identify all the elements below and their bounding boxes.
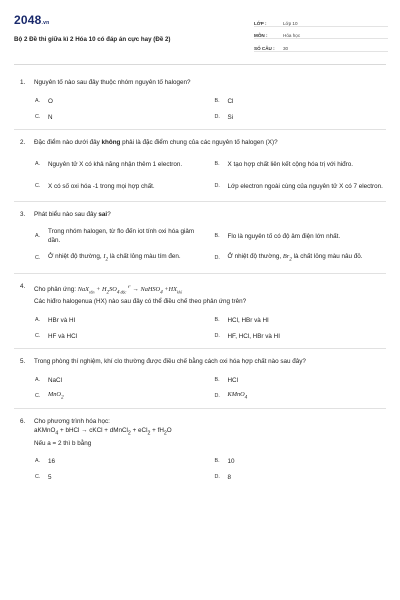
option-text: NaCl [48,376,62,384]
option-d[interactable] [215,470,387,486]
option-a[interactable] [35,454,207,470]
option-d[interactable] [215,328,387,344]
option-letter: B. [214,160,220,167]
question-number: 2. [20,139,26,146]
meta-row-count [254,39,388,52]
meta-label: LỚP : [254,20,267,26]
option-c[interactable] [35,388,207,404]
option-letter: A. [35,160,41,167]
option-d[interactable] [215,388,387,404]
question-number: 4. [20,283,26,290]
question-text [14,138,386,147]
question-body: Cho phản ứng: $NaX_{rắn} + H_2SO_4$ $_{đặc}$ $^{t^\circ}$ → NaHSO$_4$ $+HX_{khí}$ Các hiđro halogenua (HX) nào sau đây có thể điều chế theo phản ứng trên? [34,284,247,306]
option-b[interactable] [215,372,387,388]
question-number: 3. [20,211,26,218]
question-body: Phát biểu nào sau đây sai? [34,211,111,218]
question-list [0,78,400,498]
option-text: HCl [227,376,238,384]
option-letter: D. [214,182,220,189]
option-letter: B. [214,316,220,323]
option-letter: A. [35,376,41,383]
option-text: X có số oxi hóa -1 trong mọi hợp chất. [48,182,155,190]
option-text: HCl, HBr và HI [227,316,269,324]
option-text: X tạo hợp chất liên kết cộng hóa trị với hiđro. [227,160,354,168]
options [14,93,386,125]
options [14,372,386,404]
option-letter: C. [35,254,41,261]
question-4 [14,282,386,349]
option-letter: B. [214,458,220,465]
option-text: Si [227,113,234,121]
option-letter: C. [35,332,41,339]
meta-label: SỐ CÂU : [254,45,275,51]
question-2 [14,138,386,202]
option-b[interactable] [215,312,387,328]
option-letter: C. [35,392,41,399]
option-text: Trong nhóm halogen, từ flo đến iot tính oxi hóa giảm dần. [48,228,195,244]
option-text: N [48,113,53,121]
meta-row-subject [254,27,388,40]
emphasis: không [101,139,121,146]
option-text: Ở nhiệt độ thường, $I_2$ là chất lỏng màu tím đen. [48,252,181,263]
question-1 [14,78,386,130]
option-text: Ở nhiệt độ thường, $Br_2$ là chất lỏng màu nâu đỏ. [227,252,363,263]
meta-value: Hóa học [283,33,301,38]
options [14,312,386,344]
option-text: MnO$_2$ [48,391,64,401]
option-c[interactable] [35,247,207,269]
option-text: Nguyên tử X có khả năng nhận thêm 1 electron. [48,160,183,168]
option-d[interactable] [215,247,387,269]
option-b[interactable] [215,454,387,470]
option-letter: D. [214,392,220,399]
question-number: 5. [20,358,26,366]
option-c[interactable] [35,328,207,344]
option-letter: C. [35,182,41,189]
header [0,0,400,64]
emphasis: sai [98,211,108,218]
formula: $I_2$ [103,252,109,263]
option-text: HF, HCl, HBr và HI [227,332,280,340]
logo-suffix: .vn [41,20,50,26]
option-letter: A. [35,458,41,465]
option-d[interactable] [215,175,387,197]
site-logo[interactable]: 2048.vn [14,13,50,27]
document-title: Bộ 2 Đề thi giữa kì 2 Hóa 10 có đáp án cực hay (Đề 2) [14,36,171,43]
question-number: 1. [20,79,26,86]
option-b[interactable] [215,93,387,109]
option-letter: B. [214,232,220,239]
option-letter: D. [214,474,220,481]
option-letter: B. [214,97,220,104]
question-text [14,78,386,87]
option-letter: D. [214,254,220,261]
option-text: Cl [227,97,234,105]
options [14,153,386,197]
question-body: Cho phương trình hóa học: aKMnO$_4$ + bHCl → cKCl + dMnCl$_2$ + $eCl_2 + fH_2O$ Nếu a = 2 thì b bằng [34,418,172,447]
question-text [14,357,386,366]
meta-value: 30 [283,45,289,51]
option-a[interactable] [35,93,207,109]
options [14,454,386,486]
option-a[interactable] [35,312,207,328]
header-divider [14,64,386,65]
option-a[interactable] [35,153,207,175]
option-text: 8 [227,474,232,482]
option-text: 16 [48,458,56,466]
option-b[interactable] [215,153,387,175]
option-text: Flo là nguyên tố có độ âm điện lớn nhất. [227,232,341,240]
option-text: HF và HCl [48,332,78,340]
option-a[interactable] [35,225,207,247]
question-5 [14,357,386,409]
option-text: O [48,97,53,105]
option-c[interactable] [35,470,207,486]
formula: $Br_2$ [282,252,292,263]
option-text: KMnO$_4$ [227,391,248,401]
option-letter: B. [214,376,220,383]
reaction-equation: aKMnO$_4$ + bHCl → cKCl + dMnCl$_2$ + $eCl_2 + fH_2O$ [34,427,172,437]
question-text [14,210,386,219]
option-c[interactable] [35,109,207,125]
option-letter: D. [214,113,220,120]
question-3 [14,210,386,274]
meta-label: MÔN : [254,33,268,38]
meta-value: Lớp 10 [283,20,298,26]
question-text [14,417,386,447]
option-text: HBr và HI [48,316,76,324]
meta-info [254,14,388,52]
meta-row-class [254,14,388,27]
option-text: 10 [227,458,235,466]
option-letter: A. [35,97,41,104]
option-c[interactable] [35,175,207,197]
option-b[interactable] [215,225,387,247]
options [14,225,386,269]
option-text: Lớp electron ngoài cùng của nguyên tử X có 7 electron. [227,182,383,190]
question-number: 6. [20,418,26,426]
option-letter: A. [35,232,41,239]
option-letter: C. [35,474,41,481]
question-body: Trong phòng thí nghiệm, khí clo thường được điều chế bằng cách oxi hóa hợp chất nào sau đây? [34,358,306,366]
reaction-equation: Cho phản ứng: $NaX_{rắn} + H_2SO_4$ $_{đặc}$ $^{t^\circ}$ → NaHSO$_4$ $+HX_{khí}$ [34,284,182,296]
option-text: 5 [48,474,52,482]
option-a[interactable] [35,372,207,388]
option-d[interactable] [215,109,387,125]
question-body: Nguyên tố nào sau đây thuộc nhóm nguyên tố halogen? [34,79,191,86]
question-6 [14,417,386,489]
question-body: Đặc điểm nào dưới đây không phải là đặc điểm chung của các nguyên tố halogen (X)? [34,139,278,146]
option-letter: A. [35,316,41,323]
option-letter: C. [35,113,41,120]
question-text [14,282,386,306]
option-letter: D. [214,332,220,339]
